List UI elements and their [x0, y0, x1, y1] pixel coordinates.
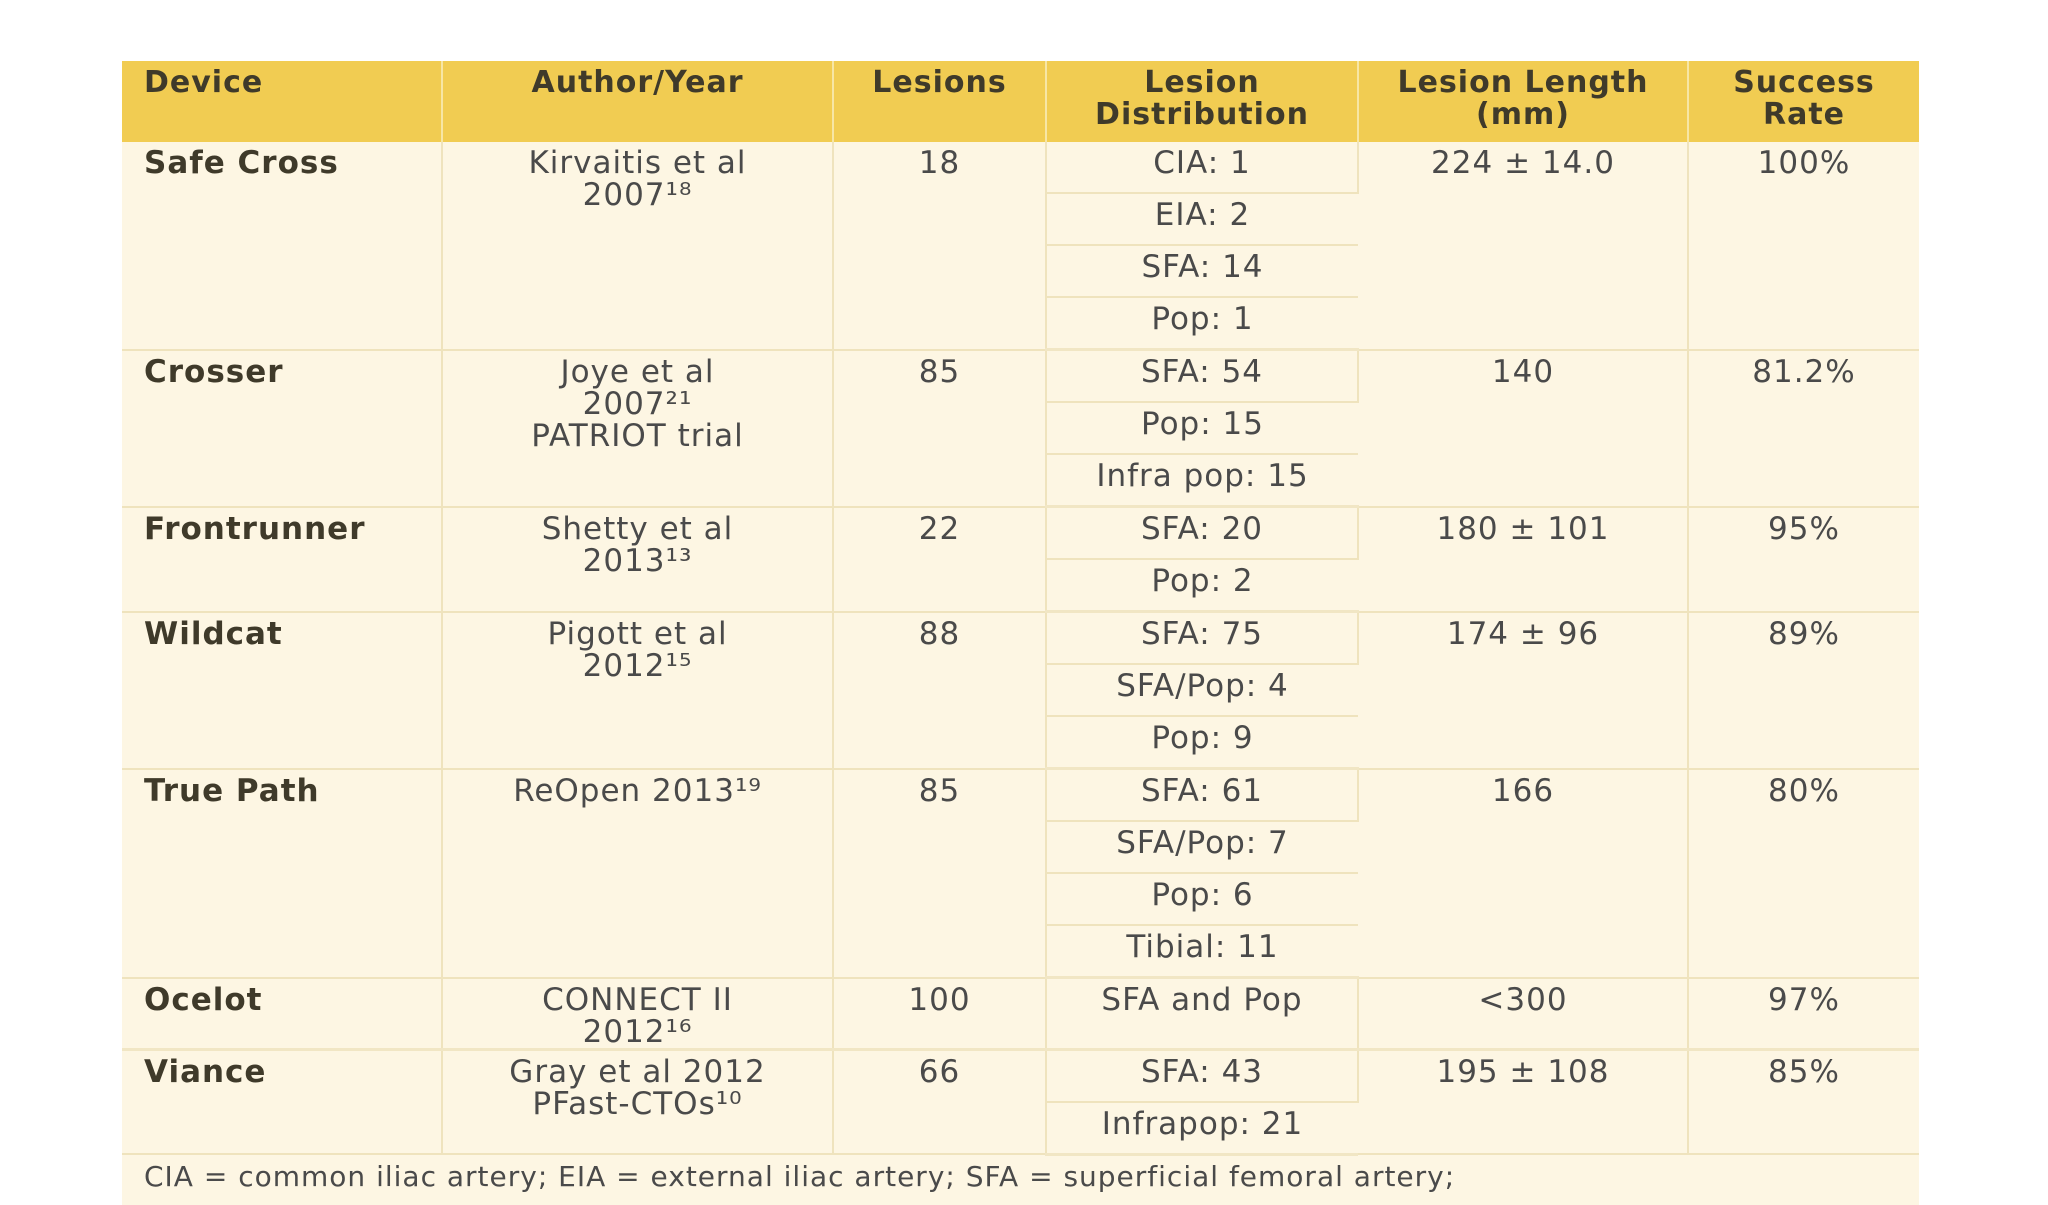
table-row — [122, 142, 1919, 193]
cell-lesion-length: 180 ± 101 — [1358, 507, 1688, 612]
cell-success-rate: 85% — [1688, 1049, 1919, 1154]
header-row — [122, 61, 1919, 142]
device-comparison-table — [122, 61, 1919, 1193]
header-lesion-distribution: Lesion Distribution — [1046, 61, 1358, 142]
cell-device: True Path — [122, 769, 442, 978]
table-header — [122, 61, 1919, 142]
table-row — [122, 612, 1919, 665]
cell-distribution: SFA/Pop: 4 — [1046, 664, 1358, 716]
cell-distribution: Pop: 2 — [1046, 559, 1358, 612]
cell-device: Safe Cross — [122, 142, 442, 350]
header-success-rate: Success Rate — [1688, 61, 1919, 142]
table-row — [122, 978, 1919, 1050]
cell-success-rate: 97% — [1688, 978, 1919, 1050]
cell-distribution: SFA: 75 — [1046, 612, 1358, 665]
header-device: Device — [122, 61, 442, 142]
cell-distribution: SFA: 61 — [1046, 769, 1358, 822]
cell-author-year: Gray et al 2012 PFast-CTOs¹⁰ — [442, 1049, 833, 1154]
cell-device: Crosser — [122, 350, 442, 507]
cell-author-year: Shetty et al 2013¹³ — [442, 507, 833, 612]
cell-author-year: ReOpen 2013¹⁹ — [442, 769, 833, 978]
table-row — [122, 769, 1919, 822]
table-body — [122, 142, 1919, 1205]
cell-distribution: EIA: 2 — [1046, 193, 1358, 245]
cell-distribution: Tibial: 11 — [1046, 925, 1358, 978]
cell-distribution: Pop: 1 — [1046, 297, 1358, 350]
cell-device: Wildcat — [122, 612, 442, 769]
cell-distribution: SFA/Pop: 7 — [1046, 821, 1358, 873]
cell-device: Viance — [122, 1049, 442, 1154]
cell-success-rate: 81.2% — [1688, 350, 1919, 507]
cell-distribution: Pop: 15 — [1046, 402, 1358, 454]
cell-device: Frontrunner — [122, 507, 442, 612]
cell-lesions: 22 — [833, 507, 1046, 612]
cell-author-year: Pigott et al 2012¹⁵ — [442, 612, 833, 769]
cell-distribution: Infrapop: 21 — [1046, 1102, 1358, 1155]
cell-lesions: 85 — [833, 350, 1046, 507]
cell-success-rate: 95% — [1688, 507, 1919, 612]
cell-distribution: SFA: 43 — [1046, 1049, 1358, 1102]
cell-distribution: SFA and Pop — [1046, 978, 1358, 1050]
cell-distribution: Pop: 9 — [1046, 716, 1358, 769]
cell-device: Ocelot — [122, 978, 442, 1050]
cell-distribution: SFA: 20 — [1046, 507, 1358, 560]
header-author-year: Author/Year — [442, 61, 833, 142]
cell-distribution: SFA: 54 — [1046, 350, 1358, 403]
cell-distribution: Infra pop: 15 — [1046, 454, 1358, 507]
header-lesion-length: Lesion Length (mm) — [1358, 61, 1688, 142]
footnote-row — [122, 1154, 1919, 1205]
cell-distribution: Pop: 6 — [1046, 873, 1358, 925]
cell-lesion-length: 166 — [1358, 769, 1688, 978]
cell-distribution: CIA: 1 — [1046, 142, 1358, 193]
cell-success-rate: 89% — [1688, 612, 1919, 769]
cell-lesions: 66 — [833, 1049, 1046, 1154]
data-table — [122, 61, 1919, 1205]
table-row — [122, 1049, 1919, 1102]
cell-lesions: 18 — [833, 142, 1046, 350]
table-row — [122, 507, 1919, 560]
table-footnote: CIA = common iliac artery; EIA = external iliac artery; SFA = superficial femoral artery; — [122, 1154, 1919, 1205]
cell-lesion-length: 224 ± 14.0 — [1358, 142, 1688, 350]
cell-lesion-length: 195 ± 108 — [1358, 1049, 1688, 1154]
cell-success-rate: 100% — [1688, 142, 1919, 350]
cell-lesions: 88 — [833, 612, 1046, 769]
cell-lesion-length: 174 ± 96 — [1358, 612, 1688, 769]
cell-lesion-length: <300 — [1358, 978, 1688, 1050]
cell-author-year: CONNECT II 2012¹⁶ — [442, 978, 833, 1050]
cell-author-year: Kirvaitis et al 2007¹⁸ — [442, 142, 833, 350]
cell-lesions: 100 — [833, 978, 1046, 1050]
cell-success-rate: 80% — [1688, 769, 1919, 978]
header-lesions: Lesions — [833, 61, 1046, 142]
cell-distribution: SFA: 14 — [1046, 245, 1358, 297]
cell-author-year: Joye et al 2007²¹ PATRIOT trial — [442, 350, 833, 507]
table-row — [122, 350, 1919, 403]
cell-lesions: 85 — [833, 769, 1046, 978]
cell-lesion-length: 140 — [1358, 350, 1688, 507]
